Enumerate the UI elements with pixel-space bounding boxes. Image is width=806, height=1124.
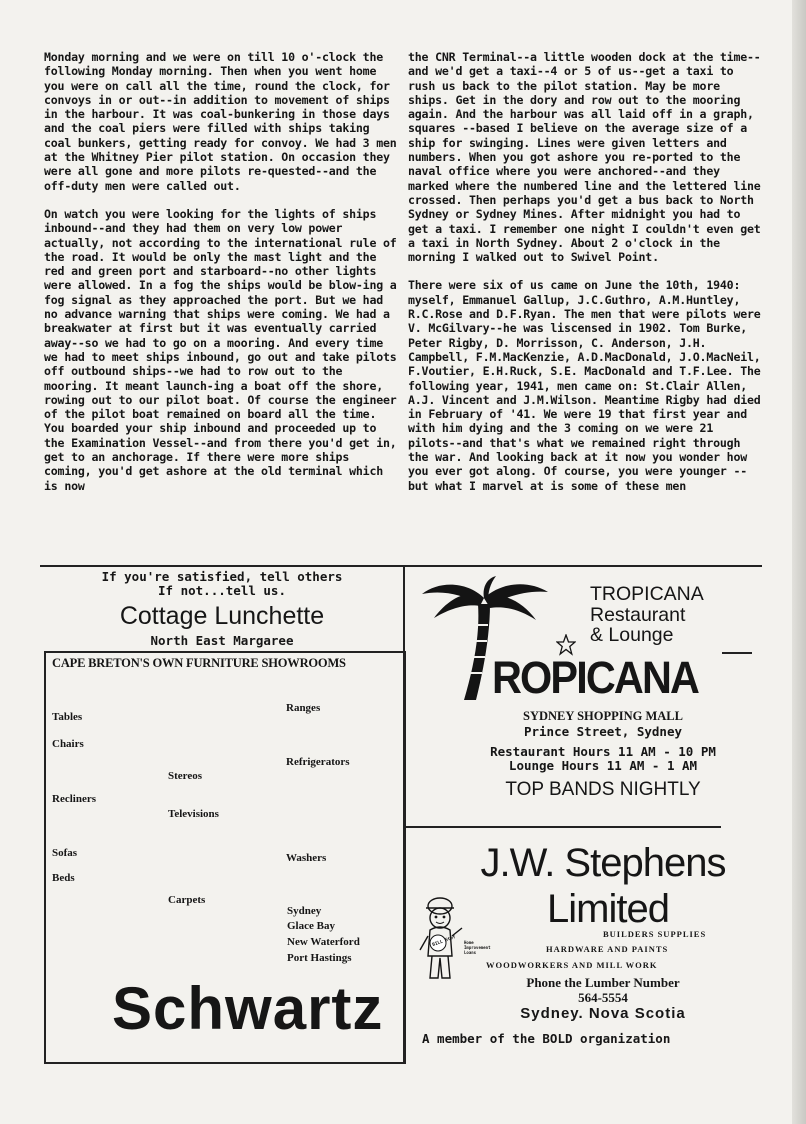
schwartz-item: Washers [286, 852, 327, 864]
article-paragraph: Monday morning and we were on till 10 o'-clock the following Monday morning. Then when you went home you were on call all the time, round the clock, for convoys in or out--in addition to movement of ships in the harbour. It was coal-bunkering in those days and the coal piers were filled with ships taking coal bunkers, getting ready for convoy. We had 3 men at the Whitney Pier pilot station. On occasion they were all gone and more pilots re-quested--and the off-duty men were called out. [44, 50, 397, 193]
schwartz-item: Televisions [168, 808, 219, 820]
cottage-tagline-1: If you're satisfied, tell others [101, 569, 343, 584]
tropicana-restaurant-hours: Restaurant Hours 11 AM - 10 PM [490, 744, 716, 759]
tropicana-lounge-hours: Lounge Hours 11 AM - 1 AM [508, 758, 698, 773]
schwartz-item: Recliners [52, 793, 96, 805]
stephens-phone-label: Phone the Lumber Number [526, 975, 680, 990]
stephens-builders: BUILDERS SUPPLIES [603, 929, 707, 939]
schwartz-location: New Waterford [287, 936, 360, 948]
schwartz-logo: Schwartz [112, 975, 384, 1042]
tropicana-subtitle: Restaurant [590, 604, 686, 626]
schwartz-item: Carpets [168, 894, 206, 906]
mascot-icon [416, 892, 466, 984]
stephens-hardware: HARDWARE AND PAINTS [546, 944, 669, 954]
article-column-left [44, 50, 400, 507]
article-paragraph: the CNR Terminal--a little wooden dock at the time--and we'd get a taxi--4 or 5 of us--get a taxi to rush us back to the pilot station. May be more ships. Get in the dory and row out to the mooring again. And the harbour was all laid off in a graph, squares --based I believe on the average size of a ship for swinging. Lines were given letters and numbers. When you got ashore you re-ported to the naval office where you were anchored--and they marked where the numbered line and the lettered line crossed. Then perhaps you'd get a bus back to North Sydney or Sydney Mines. After midnight you had to get a taxi. I remember one night I couldn't even get a taxi in North Sydney. About 2 o'clock in the morning I walked out to Swivel Point. [408, 50, 761, 265]
schwartz-item: Chairs [52, 738, 84, 750]
schwartz-location: Port Hastings [287, 952, 352, 964]
tropicana-subtitle: & Lounge [590, 624, 674, 646]
schwartz-item: Stereos [168, 770, 203, 782]
stephens-name: J.W. Stephens [480, 841, 726, 885]
tropicana-rule [722, 652, 752, 654]
schwartz-heading: CAPE BRETON'S OWN FURNITURE SHOWROOMS [52, 656, 346, 670]
cottage-name: Cottage Lunchette [119, 602, 325, 630]
article-paragraph: There were six of us came on June the 10th, 1940: myself, Emmanuel Gallup, J.C.Guthro, A.M.Huntley, R.C.Rose and D.F.Ryan. The men that were pilots were V. McGilvary--he was liscensed in 1902. Tom Burke, Peter Rigby, D. Morrisson, C. Anderson, J.H. Campbell, F.M.MacKenzie, A.D.MacDonald, J.O.MacNeil, F.Voutier, E.H.Ruck, S.E. MacDonald and T.F.Lee. The following year, 1941, men came on: St.Clair Allen, A.J. Vincent and J.M.Wilson. Meantime Rigby had died in February of '41. We were 19 that first year and with him dying and the 3 coming on we were 21 pilots--and that's what we remained right through the war. And looking back at it now you wonder how you ever got along. Of course, you were younger --but what I marvel at is some of these men [408, 278, 761, 493]
schwartz-item: Tables [52, 711, 83, 723]
cottage-location: North East Margaree [150, 633, 294, 648]
page-edge [792, 0, 806, 1124]
stephens-woodworkers: WOODWORKERS AND MILL WORK [486, 960, 658, 970]
article-paragraph: On watch you were looking for the lights of ships inbound--and they had them on very low power actually, not according to the international rule of the road. It would be only the mast light and the red and green port and starboard--no other lights were allowed. In a fog the ships would be blow-ing a fog signal as they approached the port. But we had no advance warning that ships were coming. We had a breakwater at first but it was eventually carried away--so we had to go on a mooring. And every time we had to meet ships inbound, go out and take pilots off outbound ships--we had to row out to the mooring. It meant launch-ing a boat off the shore, rowing out to our pilot boat. Of course the engineer of the pilot boat remained on board all the time. You boarded your ship inbound and proceeded up to the Examination Vessel--and from there you'd get in, get to an anchorage. If there were more ships coming, you'd get ashore at the old terminal which is now [44, 206, 397, 493]
ad-border-top [40, 565, 762, 567]
schwartz-item: Sofas [52, 847, 78, 859]
article-column-right [408, 50, 764, 507]
schwartz-item: Beds [52, 872, 75, 884]
tropicana-title: TROPICANA [590, 583, 704, 605]
stephens-limited: Limited [547, 887, 669, 931]
tropicana-logo: ROPICANA [492, 652, 699, 703]
stephens-member: A member of the BOLD organization [422, 1031, 671, 1046]
mascot-caption: Home Improvement Loans [464, 940, 491, 955]
schwartz-location: Glace Bay [287, 920, 335, 932]
schwartz-item: Ranges [286, 702, 321, 714]
schwartz-item: Refrigerators [286, 756, 350, 768]
tropicana-mall: SYDNEY SHOPPING MALL [523, 709, 683, 723]
mascot-badge: BILL Stef [431, 934, 457, 949]
stephens-phone: 564-5554 [578, 990, 628, 1005]
cottage-tagline-2: If not...tell us. [158, 583, 286, 598]
schwartz-location: Sydney [287, 905, 322, 917]
ad-divider-horizontal [403, 826, 721, 828]
tropicana-street: Prince Street, Sydney [523, 724, 683, 739]
tropicana-slogan: TOP BANDS NIGHTLY [505, 779, 701, 800]
stephens-city: Sydney. Nova Scotia [520, 1005, 686, 1022]
